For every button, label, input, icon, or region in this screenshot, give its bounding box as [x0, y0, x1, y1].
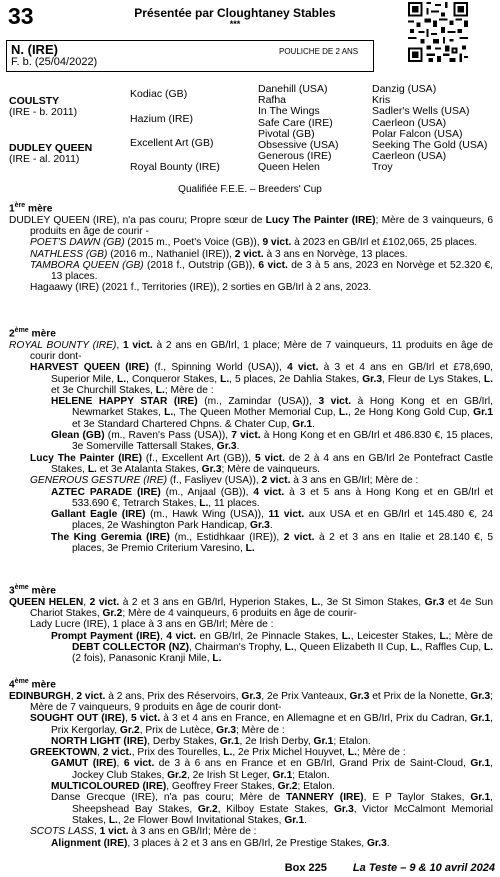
- produce-item: Gallant Eagle (IRE) (m., Hawk Wing (USA)), 11 vict. aux USA et en GB/Irl et 145.480 €, 24 places, 2e Washington Park Handicap, Gr.3.: [51, 509, 494, 532]
- horse-name-box: [6, 40, 374, 72]
- pedigree-gen2-4: Royal Bounty (IRE): [130, 161, 220, 173]
- produce-item: Glean (GB) (m., Raven's Pass (USA)), 7 vict. à Hong Kong et en GB/Irl et 486.830 €, 15 places, 3e Somerville Tattersall Stakes, Gr.3.: [51, 430, 493, 453]
- rating-stars: ***: [229, 19, 241, 29]
- pedigree-gen3-1: Danehill (USA): [258, 83, 328, 95]
- pedigree-gen4-4: Caerleon (USA): [372, 116, 447, 129]
- pedigree-gen2-3: Excellent Art (GB): [130, 137, 214, 149]
- third-dam-section: [9, 582, 493, 664]
- fourth-dam-section: [9, 676, 493, 849]
- produce-item: Alignment (IRE), 3 places à 2 et 3 ans en GB/Irl, 2e Prestige Stakes, Gr.3.: [51, 837, 390, 849]
- produce-item: GAMUT (IRE), 6 vict. de 3 à 6 ans en France et en GB/Irl, Grand Prix de Saint-Cloud, Gr.1, Jockey Club Stakes, Gr.2, 2e Irish St Leger, Gr.1; Etalon.: [51, 758, 494, 781]
- pedigree-gen4-5: Polar Falcon (USA): [372, 127, 463, 140]
- pedigree-gen4-7: Caerleon (USA): [372, 150, 447, 163]
- pedigree-gen4-2: Kris: [372, 94, 391, 107]
- sire-details: (IRE - b. 2011): [9, 106, 78, 119]
- horse-details: F. b. (25/04/2022): [11, 56, 98, 68]
- produce-item: POET'S DAWN (GB) (2015 m., Poet's Voice (GB)), 9 vict. à 2023 en GB/Irl et £102,065, 25 places.: [30, 237, 478, 249]
- produce-item: GENEROUS GESTURE (IRE) (f., Fasliyev (USA)), 2 vict. à 3 ans en GB/Irl; Mère de :: [30, 475, 419, 487]
- pedigree-gen4-3: Sadler's Wells (USA): [372, 105, 470, 118]
- produce-item: TAMBORA QUEEN (GB) (2018 f., Outstrip (GB)), 6 vict. de 3 à 5 ans, 2023 en Norvège et 52.320 €, 13 places.: [30, 259, 494, 283]
- dam-paragraph: QUEEN HELEN, 2 vict. à 2 et 3 ans en GB/Irl, Hyperion Stakes, L., 3e St Simon Stakes, Gr.3 et 4e Sun Chariot Stakes, Gr.2; Mère de 4 vainqueurs, 6 produits en âge de courir-: [9, 596, 493, 619]
- dam-paragraph: ROYAL BOUNTY (IRE), 1 vict. à 2 ans en GB/Irl, 1 place; Mère de 7 vainqueurs, 11 produits en âge de courir dont-: [9, 339, 493, 362]
- pedigree-gen4-1: Danzig (USA): [372, 83, 437, 95]
- produce-item: SOUGHT OUT (IRE), 5 vict. à 3 et 4 ans en France, en Allemagne et en GB/Irl, Prix du Cadran, Gr.1, Prix Kergorlay, Gr.2, Prix de Lutèce, Gr.3; Mère de :: [30, 713, 493, 736]
- pedigree-gen3-2: Rafha: [258, 94, 287, 107]
- pedigree-gen3-6: Obsessive (USA): [258, 139, 339, 152]
- pedigree-gen3-4: Safe Care (IRE): [258, 116, 333, 129]
- pedigree-gen4-8: Troy: [372, 161, 393, 174]
- event-name: La Teste – 9 & 10 avril 2024: [352, 862, 495, 874]
- produce-item: NORTH LIGHT (IRE), Derby Stakes, Gr.1, 2e Irish Derby, Gr.1; Etalon.: [51, 735, 371, 747]
- first-dam-section: [9, 200, 493, 294]
- section-heading: 1ère mère: [9, 202, 53, 215]
- presenter: Présentée par Cloughtaney Stables: [134, 6, 336, 20]
- second-dam-section: [9, 325, 493, 554]
- qualification: Qualifiée F.E.E. – Breeders' Cup: [178, 184, 322, 195]
- sex-age-label: POULICHE DE 2 ANS: [279, 47, 359, 56]
- pedigree-gen4: [372, 84, 487, 174]
- produce-item: HELENE HAPPY STAR (IRE) (m., Zamindar (USA)), 3 vict. à Hong Kong et en GB/Irl, Newmarket Stakes, L., The Queen Mother Memorial Cup, L., 2e Hong Kong Gold Cup, Gr.1 et 3e Standard Chartered Chpns. & Chater Cup, Gr.1.: [51, 396, 493, 430]
- produce-item: Prompt Payment (IRE), 4 vict. en GB/Irl, 2e Pinnacle Stakes, L., Leicester Stakes, L.; Mère de DEBT COLLECTOR (NZ), Chairman's Trophy, L., Queen Elizabeth II Cup, L., Raffles Cup, L. (2 fois), Panasonic Kranji Mile, L.: [51, 630, 493, 665]
- pedigree-dam: [9, 143, 92, 165]
- pedigree-gen3-5: Pivotal (GB): [258, 127, 315, 140]
- produce-item: MULTICOLOURED (IRE), Geoffrey Freer Stakes, Gr.2; Etalon.: [51, 781, 335, 793]
- footer: [0, 862, 495, 874]
- dam-paragraph: DUDLEY QUEEN (IRE), n'a pas couru; Propre sœur de Lucy The Painter (IRE); Mère de 3 vainqueurs, 6 produits en âge de courir -: [9, 214, 493, 237]
- produce-item: Danse Grecque (IRE), n'a pas couru; Mère de TANNERY (IRE), E P Taylor Stakes, Gr.1, Sheepshead Bay Stakes, Gr.2, Kilboy Estate Stakes, Gr.3, Victor McCalmont Memorial Stakes, L., 2e Flower Bowl Invitational Stakes, Gr.1.: [51, 792, 493, 826]
- produce-item: AZTEC PARADE (IRE) (m., Anjaal (GB)), 4 vict. à 3 et 5 ans à Hong Kong et en GB/Irl et 533.690 €, Tetrarch Stakes, L., 11 places.: [51, 486, 493, 509]
- produce-item: The King Geremia (IRE) (m., Estidhkaar (IRE)), 2 vict. à 2 et 3 ans en Italie et 28.140 €, 5 places, 3e Premio Criterium Varesino, L.: [51, 531, 494, 555]
- lot-number: 33: [8, 3, 34, 29]
- pedigree-gen3-3: In The Wings: [258, 105, 320, 118]
- section-heading: 2ème mère: [9, 327, 56, 340]
- produce-item: Lucy The Painter (IRE) (f., Excellent Art (GB)), 5 vict. de 2 à 4 ans en GB/Irl 2e Pontefract Castle Stakes, L. et 3e Atalanta Stakes, Gr.3; Mère de vainqueurs.: [30, 452, 493, 475]
- produce-item: SCOTS LASS, 1 vict. à 3 ans en GB/Irl; Mère de :: [30, 826, 257, 838]
- produce-item: HARVEST QUEEN (IRE) (f., Spinning World (USA)), 4 vict. à 3 et 4 ans en GB/Irl et £78,690, Superior Mile, L., Conqueror Stakes, L., 5 places, 2e Dahlia Stakes, Gr.3, Fleur de Lys Stakes, L. et 3e Churchill Stakes, L.; Mère de :: [30, 362, 494, 396]
- pedigree-gen3-7: Generous (IRE): [258, 150, 332, 163]
- qr-code-icon: [408, 2, 468, 62]
- produce-item: Hagaawy (IRE) (2021 f., Territories (IRE)), 2 sorties en GB/Irl à 2 ans, 2023.: [30, 282, 372, 294]
- pedigree-gen3-8: Queen Helen: [258, 161, 320, 174]
- produce-item: NATHLESS (GB) (2016 m., Nathaniel (IRE)), 2 vict. à 3 ans en Norvège, 13 places.: [30, 248, 408, 260]
- produce-item: GREEKTOWN, 2 vict., Prix des Tourelles, L., 2e Prix Michel Houyvet, L.; Mère de :: [30, 747, 406, 759]
- dam-paragraph: EDINBURGH, 2 vict. à 2 ans, Prix des Réservoirs, Gr.3, 2e Prix Vanteaux, Gr.3 et Prix de la Nonette, Gr.3; Mère de 7 vainqueurs, 9 produits en âge de courir dont-: [9, 690, 494, 713]
- produce-item: Lady Lucre (IRE), 1 place à 3 ans en GB/Irl; Mère de :: [30, 619, 274, 631]
- sire-name: COULSTY: [9, 95, 60, 107]
- box-number: Box 225: [284, 862, 327, 874]
- pedigree-gen4-6: Seeking The Gold (USA): [372, 139, 488, 152]
- pedigree-gen3: [258, 84, 339, 174]
- dam-details: (IRE - al. 2011): [9, 153, 80, 166]
- pedigree-sire: [9, 96, 77, 118]
- dam-name: DUDLEY QUEEN: [9, 142, 93, 154]
- section-heading: 4ème mère: [9, 678, 56, 691]
- pedigree-gen2-1: Kodiac (GB): [130, 88, 188, 100]
- section-heading: 3ème mère: [9, 584, 56, 597]
- pedigree-gen2-2: Hazium (IRE): [130, 113, 194, 125]
- horse-name: N. (IRE): [11, 42, 58, 57]
